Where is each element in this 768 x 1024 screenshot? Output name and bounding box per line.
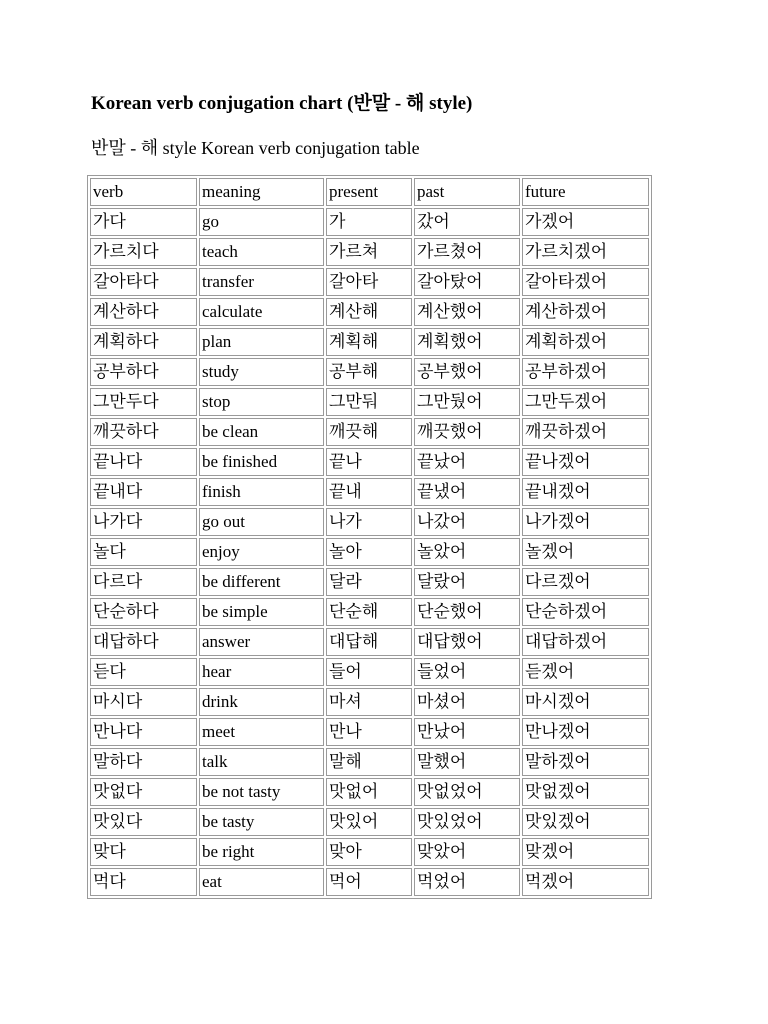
- future-cell: 끝나겠어: [522, 448, 649, 476]
- table-row: [90, 358, 649, 386]
- verb-cell: 먹다: [90, 868, 197, 896]
- header-present: present: [326, 178, 412, 206]
- past-cell: 달랐어: [414, 568, 520, 596]
- past-cell: 끝냈어: [414, 478, 520, 506]
- present-cell: 단순해: [326, 598, 412, 626]
- future-cell: 공부하겠어: [522, 358, 649, 386]
- table-body: [90, 208, 649, 896]
- table-row: [90, 718, 649, 746]
- table-header-row: [90, 178, 649, 206]
- present-cell: 끝내: [326, 478, 412, 506]
- meaning-cell: be simple: [199, 598, 324, 626]
- meaning-cell: meet: [199, 718, 324, 746]
- verb-cell: 단순하다: [90, 598, 197, 626]
- table-row: [90, 298, 649, 326]
- page-subtitle: 반말 - 해 style Korean verb conjugation table: [91, 138, 420, 158]
- future-cell: 깨끗하겠어: [522, 418, 649, 446]
- present-cell: 맞아: [326, 838, 412, 866]
- meaning-cell: answer: [199, 628, 324, 656]
- present-cell: 계획해: [326, 328, 412, 356]
- verb-cell: 듣다: [90, 658, 197, 686]
- verb-cell: 대답하다: [90, 628, 197, 656]
- present-cell: 놀아: [326, 538, 412, 566]
- meaning-cell: drink: [199, 688, 324, 716]
- table-row: [90, 418, 649, 446]
- table-row: [90, 748, 649, 776]
- meaning-cell: study: [199, 358, 324, 386]
- present-cell: 나가: [326, 508, 412, 536]
- future-cell: 맞겠어: [522, 838, 649, 866]
- past-cell: 계산했어: [414, 298, 520, 326]
- table-row: [90, 328, 649, 356]
- past-cell: 만났어: [414, 718, 520, 746]
- past-cell: 마셨어: [414, 688, 520, 716]
- table-row: [90, 388, 649, 416]
- present-cell: 맛없어: [326, 778, 412, 806]
- header-future: future: [522, 178, 649, 206]
- table-row: [90, 508, 649, 536]
- present-cell: 달라: [326, 568, 412, 596]
- meaning-cell: eat: [199, 868, 324, 896]
- table-row: [90, 238, 649, 266]
- past-cell: 단순했어: [414, 598, 520, 626]
- verb-cell: 끝내다: [90, 478, 197, 506]
- future-cell: 듣겠어: [522, 658, 649, 686]
- meaning-cell: calculate: [199, 298, 324, 326]
- meaning-cell: teach: [199, 238, 324, 266]
- future-cell: 놀겠어: [522, 538, 649, 566]
- present-cell: 계산해: [326, 298, 412, 326]
- meaning-cell: stop: [199, 388, 324, 416]
- present-cell: 만나: [326, 718, 412, 746]
- verb-cell: 맛있다: [90, 808, 197, 836]
- future-cell: 대답하겠어: [522, 628, 649, 656]
- verb-cell: 마시다: [90, 688, 197, 716]
- meaning-cell: talk: [199, 748, 324, 776]
- past-cell: 맛있었어: [414, 808, 520, 836]
- future-cell: 계획하겠어: [522, 328, 649, 356]
- past-cell: 갔어: [414, 208, 520, 236]
- meaning-cell: be finished: [199, 448, 324, 476]
- meaning-cell: be different: [199, 568, 324, 596]
- table-row: [90, 448, 649, 476]
- future-cell: 다르겠어: [522, 568, 649, 596]
- present-cell: 가르쳐: [326, 238, 412, 266]
- verb-cell: 가다: [90, 208, 197, 236]
- table-row: [90, 838, 649, 866]
- present-cell: 먹어: [326, 868, 412, 896]
- table-row: [90, 268, 649, 296]
- past-cell: 나갔어: [414, 508, 520, 536]
- meaning-cell: be tasty: [199, 808, 324, 836]
- future-cell: 마시겠어: [522, 688, 649, 716]
- header-meaning: meaning: [199, 178, 324, 206]
- verb-cell: 계획하다: [90, 328, 197, 356]
- meaning-cell: go: [199, 208, 324, 236]
- past-cell: 가르쳤어: [414, 238, 520, 266]
- present-cell: 가: [326, 208, 412, 236]
- present-cell: 끝나: [326, 448, 412, 476]
- future-cell: 계산하겠어: [522, 298, 649, 326]
- past-cell: 먹었어: [414, 868, 520, 896]
- table-row: [90, 778, 649, 806]
- past-cell: 말했어: [414, 748, 520, 776]
- future-cell: 가겠어: [522, 208, 649, 236]
- past-cell: 그만뒀어: [414, 388, 520, 416]
- past-cell: 계획했어: [414, 328, 520, 356]
- meaning-cell: be right: [199, 838, 324, 866]
- meaning-cell: plan: [199, 328, 324, 356]
- present-cell: 맛있어: [326, 808, 412, 836]
- past-cell: 대답했어: [414, 628, 520, 656]
- verb-cell: 공부하다: [90, 358, 197, 386]
- present-cell: 대답해: [326, 628, 412, 656]
- verb-cell: 그만두다: [90, 388, 197, 416]
- verb-cell: 계산하다: [90, 298, 197, 326]
- future-cell: 단순하겠어: [522, 598, 649, 626]
- table-row: [90, 208, 649, 236]
- present-cell: 말해: [326, 748, 412, 776]
- present-cell: 그만둬: [326, 388, 412, 416]
- table-row: [90, 628, 649, 656]
- future-cell: 끝내겠어: [522, 478, 649, 506]
- conjugation-table: [87, 175, 652, 899]
- meaning-cell: be clean: [199, 418, 324, 446]
- meaning-cell: finish: [199, 478, 324, 506]
- table-row: [90, 598, 649, 626]
- verb-cell: 다르다: [90, 568, 197, 596]
- future-cell: 나가겠어: [522, 508, 649, 536]
- meaning-cell: be not tasty: [199, 778, 324, 806]
- meaning-cell: go out: [199, 508, 324, 536]
- verb-cell: 끝나다: [90, 448, 197, 476]
- future-cell: 그만두겠어: [522, 388, 649, 416]
- past-cell: 갈아탔어: [414, 268, 520, 296]
- table-row: [90, 688, 649, 716]
- verb-cell: 말하다: [90, 748, 197, 776]
- table-row: [90, 658, 649, 686]
- present-cell: 깨끗해: [326, 418, 412, 446]
- verb-cell: 놀다: [90, 538, 197, 566]
- future-cell: 말하겠어: [522, 748, 649, 776]
- verb-cell: 깨끗하다: [90, 418, 197, 446]
- header-past: past: [414, 178, 520, 206]
- future-cell: 갈아타겠어: [522, 268, 649, 296]
- future-cell: 맛없겠어: [522, 778, 649, 806]
- future-cell: 가르치겠어: [522, 238, 649, 266]
- past-cell: 깨끗했어: [414, 418, 520, 446]
- meaning-cell: hear: [199, 658, 324, 686]
- verb-cell: 가르치다: [90, 238, 197, 266]
- verb-cell: 맞다: [90, 838, 197, 866]
- past-cell: 끝났어: [414, 448, 520, 476]
- header-verb: verb: [90, 178, 197, 206]
- past-cell: 맞았어: [414, 838, 520, 866]
- table-row: [90, 808, 649, 836]
- verb-cell: 맛없다: [90, 778, 197, 806]
- table-row: [90, 538, 649, 566]
- present-cell: 갈아타: [326, 268, 412, 296]
- table-row: [90, 868, 649, 896]
- present-cell: 들어: [326, 658, 412, 686]
- past-cell: 공부했어: [414, 358, 520, 386]
- meaning-cell: transfer: [199, 268, 324, 296]
- page-title: Korean verb conjugation chart (반말 - 해 style): [91, 93, 473, 114]
- table-row: [90, 568, 649, 596]
- future-cell: 먹겠어: [522, 868, 649, 896]
- future-cell: 만나겠어: [522, 718, 649, 746]
- verb-cell: 갈아타다: [90, 268, 197, 296]
- table-row: [90, 478, 649, 506]
- verb-cell: 나가다: [90, 508, 197, 536]
- present-cell: 마셔: [326, 688, 412, 716]
- past-cell: 들었어: [414, 658, 520, 686]
- future-cell: 맛있겠어: [522, 808, 649, 836]
- past-cell: 맛없었어: [414, 778, 520, 806]
- verb-cell: 만나다: [90, 718, 197, 746]
- present-cell: 공부해: [326, 358, 412, 386]
- meaning-cell: enjoy: [199, 538, 324, 566]
- past-cell: 놀았어: [414, 538, 520, 566]
